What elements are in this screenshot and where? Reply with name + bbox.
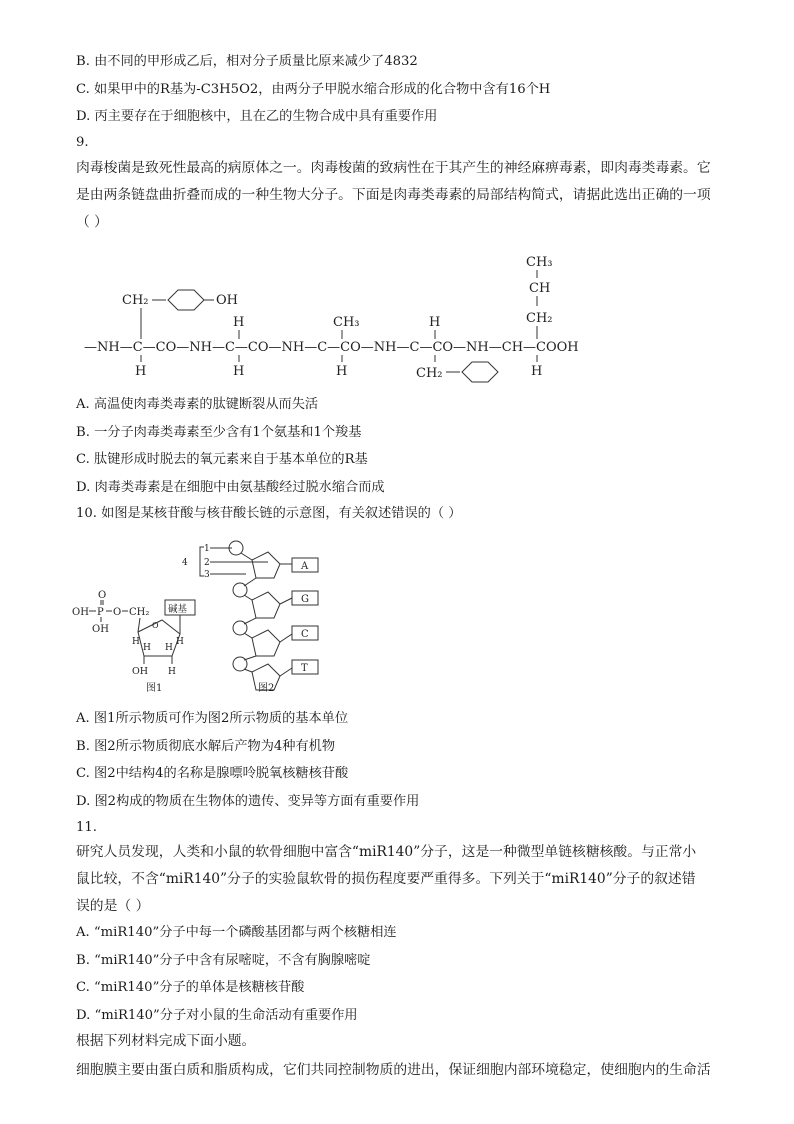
r3-ch3: CH₃ [333,315,360,330]
fig1-h4: H [165,643,173,653]
q9-number: 9. [76,135,89,150]
fig2-base-a: A [301,561,309,572]
fig1-h1: H [132,637,140,647]
fig2-base-g: G [301,594,309,605]
q9-option-c: C. 肽键形成时脱去的氧元素来自于基本单位的R基 [76,452,368,467]
q8-option-b: B. 由不同的甲形成乙后，相对分子质量比原来减少了4832 [76,54,418,69]
r5-h: H [531,364,543,379]
q10-option-b: B. 图2所示物质彻底水解后产物为4种有机物 [76,739,336,754]
q9-stem-line1: 肉毒梭菌是致死性最高的病原体之一。肉毒梭菌的致病性在于其产生的神经麻痹毒素，即肉毒类毒素。它 [76,160,711,176]
q9-option-b: B. 一分子肉毒类毒素至少含有1个氨基和1个羧基 [76,425,362,440]
fig1-h3: H [143,643,151,653]
r1-h: H [135,364,147,379]
q9-stem-line3: （ ） [76,214,108,230]
material-line1: 细胞膜主要由蛋白质和脂质构成，它们共同控制物质的进出，保证细胞内部环境稳定，使细胞内的生命活 [76,1062,711,1078]
fig1-oh-3: OH [132,666,149,677]
q11-stem-line3: 误的是（ ） [76,898,150,914]
r4-ch2: CH₂ [416,366,443,381]
fig2-label-1: 1 [204,544,210,554]
r3-h: H [336,364,348,379]
q8-option-d: D. 丙主要存在于细胞核中，且在乙的生物合成中具有重要作用 [76,109,438,124]
q11-option-b: B. “miR140”分子中含有尿嘧啶，不含有胸腺嘧啶 [76,953,371,968]
q8-option-c: C. 如果甲中的R基为-C3H5O2，由两分子甲脱水缩合形成的化合物中含有16个H [76,82,551,97]
r2-h-bottom: H [233,364,245,379]
fig2-label-4: 4 [182,558,188,568]
q9-stem-line2: 是由两条链盘曲折叠而成的一种生物大分子。下面是肉毒类毒素的局部结构简式，请据此选出正确的一项 [76,187,711,203]
nucleotide-chain-figure-2 [180,538,330,698]
material-intro: 根据下列材料完成下面小题。 [76,1033,256,1049]
peptide-main-chain: —NH—C—CO—NH—C—CO—NH—C—CO—NH—C—CO—NH—CH—COOH [84,340,579,355]
fig1-base: 碱基 [168,604,188,615]
fig2-label-2: 2 [204,558,210,568]
fig2-base-t: T [301,663,308,674]
fig1-ch2: CH₂ [129,607,150,618]
benzene-ring-icon [168,290,204,310]
benzene-ring-icon [462,362,498,382]
fig1-caption: 图1 [146,683,163,694]
fig1-o-bridge: O [113,607,122,618]
q11-stem-line1: 研究人员发现，人类和小鼠的软骨细胞中富含“miR140”分子，这是一种微型单链核糖核酸。与正常小 [76,844,697,860]
r5-ch2: CH₂ [526,311,553,326]
r1-oh: OH [216,293,238,308]
fig2-label-3: 3 [204,570,210,580]
r5-ch3: CH₃ [526,255,553,270]
q9-option-d: D. 肉毒类毒素是在细胞中由氨基酸经过脱水缩合而成 [76,480,385,495]
fig2-base-c: C [301,629,309,640]
fig1-ho: OH [72,607,89,618]
q10-stem: 10. 如图是某核苷酸与核苷酸长链的示意图，有关叙述错误的（ ） [76,506,462,521]
fig1-o-top: O [98,590,107,601]
fig1-oh-bottom: OH [92,624,109,635]
q11-option-d: D. “miR140”分子对小鼠的生命活动有重要作用 [76,1008,358,1023]
q10-option-d: D. 图2构成的物质在生物体的遗传、变异等方面有重要作用 [76,794,420,809]
q11-number: 11. [76,820,97,835]
fig2-caption: 图2 [258,683,275,694]
peptide-structure-figure [80,246,640,386]
q10-option-c: C. 图2中结构4的名称是腺嘌呤脱氧核糖核苷酸 [76,766,349,781]
q9-option-a: A. 高温使肉毒类毒素的肽键断裂从而失活 [76,397,319,412]
fig1-p: P [97,607,104,618]
r1-ch2: CH₂ [122,293,149,308]
q11-stem-line2: 鼠比较，不含“miR140”分子的实验鼠软骨的损伤程度要严重得多。下列关于“miR140”分子的叙述错 [76,871,696,887]
q11-option-a: A. “miR140”分子中每一个磷酸基团都与两个核糖相连 [76,925,397,940]
fig1-h5: H [168,667,176,677]
r4-h: H [429,315,441,330]
fig1-ring-o: O [152,621,159,630]
q11-option-c: C. “miR140”分子的单体是核糖核苷酸 [76,980,305,995]
q10-option-a: A. 图1所示物质可作为图2所示物质的基本单位 [76,711,349,726]
r2-h-top: H [233,315,245,330]
fig1-h2: H [176,637,184,647]
r5-ch: CH [529,281,551,296]
